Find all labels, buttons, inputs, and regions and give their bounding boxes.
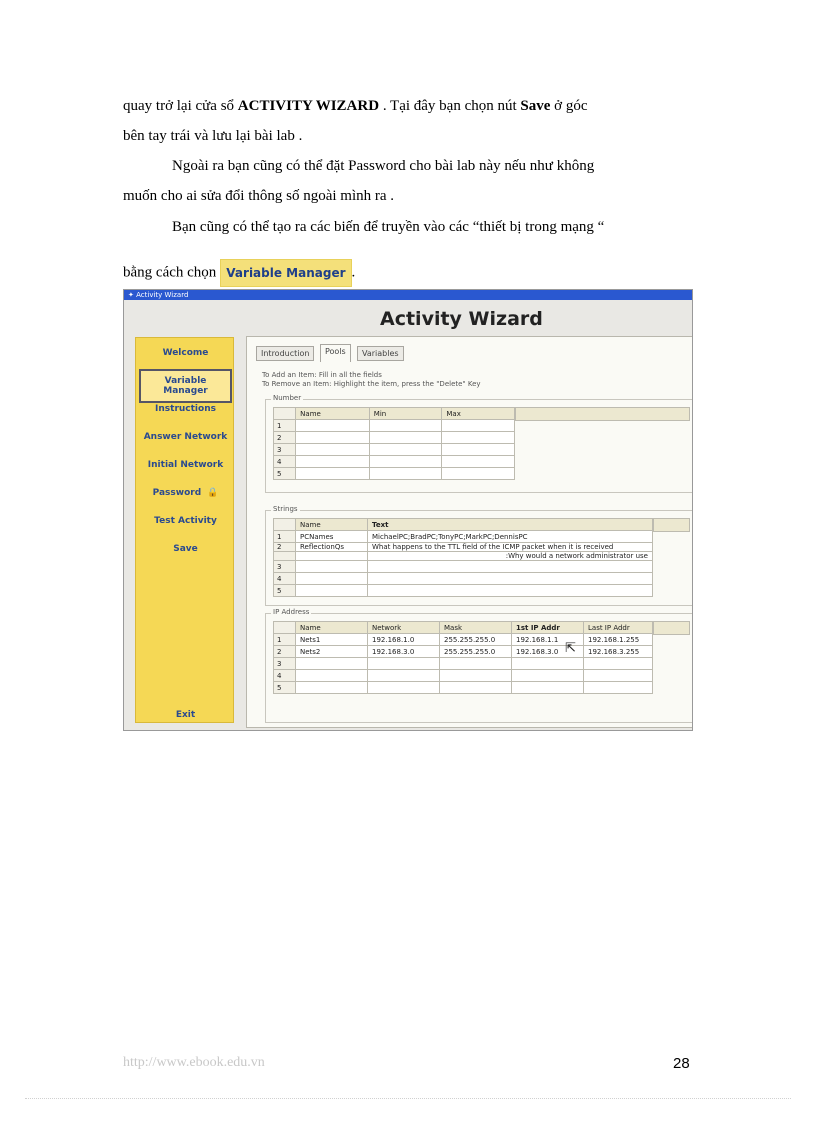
table-row[interactable]: [274, 543, 653, 552]
row-number: 3: [274, 444, 296, 456]
cell[interactable]: [369, 468, 442, 480]
window-titlebar: [124, 290, 692, 300]
table-row[interactable]: [274, 444, 515, 456]
column-header-name: Name: [296, 408, 370, 420]
sidebar-item-instructions[interactable]: Instructions: [155, 404, 216, 414]
cell-name[interactable]: Nets1: [296, 634, 368, 646]
cell-mask[interactable]: [440, 682, 512, 694]
mouse-cursor-icon: ⇱: [565, 641, 576, 656]
page-number: 28: [673, 1055, 690, 1072]
sidebar-item-welcome[interactable]: Welcome: [162, 348, 209, 358]
row-number: 2: [274, 646, 296, 658]
cell-name[interactable]: [296, 585, 368, 597]
instruction-remove: To Remove an Item: Highlight the item, press the "Delete" Key: [262, 380, 481, 388]
window-icon: ✦: [128, 291, 134, 299]
cell-last-ip[interactable]: 192.168.1.255: [584, 634, 653, 646]
number-table: [273, 407, 515, 480]
cell-text[interactable]: [368, 585, 653, 597]
sidebar: [135, 337, 234, 723]
row-number: 3: [274, 658, 296, 670]
number-header-extension: [515, 407, 690, 421]
column-header-last-ip: Last IP Addr: [584, 622, 653, 634]
tab-variables[interactable]: Variables: [357, 346, 404, 361]
app-title: Activity Wizard: [380, 308, 543, 330]
table-header-row: [274, 622, 653, 634]
cell-network[interactable]: 192.168.1.0: [368, 634, 440, 646]
ip-address-table: [273, 621, 653, 694]
row-number: [274, 552, 296, 561]
row-number: 4: [274, 573, 296, 585]
row-number-header: [274, 622, 296, 634]
save-term: Save: [520, 98, 551, 114]
table-row[interactable]: [274, 658, 653, 670]
text-fragment: bằng cách chọn: [123, 264, 217, 281]
table-row[interactable]: [274, 531, 653, 543]
row-number: 2: [274, 543, 296, 552]
tab-introduction[interactable]: Introduction: [256, 346, 314, 361]
cell-network[interactable]: 192.168.3.0: [368, 646, 440, 658]
column-header-name: Name: [296, 622, 368, 634]
text-fragment: ở góc: [550, 98, 588, 114]
table-row[interactable]: [274, 573, 653, 585]
row-number-header: [274, 519, 296, 531]
sidebar-item-password[interactable]: [136, 488, 235, 498]
footer-url: http://www.ebook.edu.vn: [123, 1055, 265, 1070]
column-header-min: Min: [369, 408, 442, 420]
paragraph-1-line-1: [123, 96, 693, 116]
cell[interactable]: [296, 468, 370, 480]
cell-name[interactable]: Nets2: [296, 646, 368, 658]
cell[interactable]: [442, 468, 515, 480]
cell[interactable]: [369, 456, 442, 468]
row-number: 5: [274, 682, 296, 694]
row-number: 4: [274, 456, 296, 468]
ip-address-group-label: IP Address: [273, 608, 310, 616]
cell-text[interactable]: [368, 573, 653, 585]
cell-text[interactable]: [368, 561, 653, 573]
paragraph-2-line-2: muốn cho ai sửa đổi thông số ngoài mình ra .: [123, 188, 395, 204]
sidebar-item-variable-manager[interactable]: Variable Manager: [139, 369, 232, 403]
lock-icon: 🔒: [207, 488, 219, 498]
paragraph-1-line-2: bên tay trái và lưu lại bài lab .: [123, 128, 303, 144]
sidebar-item-test-activity[interactable]: Test Activity: [154, 516, 217, 526]
row-number: 5: [274, 585, 296, 597]
row-number: 3: [274, 561, 296, 573]
cell[interactable]: [369, 432, 442, 444]
sidebar-item-exit[interactable]: Exit: [175, 710, 196, 720]
row-number: 4: [274, 670, 296, 682]
cell-last-ip[interactable]: [584, 658, 653, 670]
cell-first-ip[interactable]: [512, 682, 584, 694]
cell-text[interactable]: :Why would a network administrator use: [368, 552, 653, 561]
text-fragment: .: [351, 264, 356, 281]
table-header-row: [274, 408, 515, 420]
column-header-mask: Mask: [440, 622, 512, 634]
cell-name[interactable]: [296, 552, 368, 561]
cell[interactable]: [296, 420, 370, 432]
cell-name[interactable]: PCNames: [296, 531, 368, 543]
table-row[interactable]: [274, 561, 653, 573]
cell-first-ip[interactable]: 192.168.3.0: [512, 646, 584, 658]
table-row[interactable]: [274, 468, 515, 480]
activity-wizard-screenshot: [123, 289, 693, 731]
strings-table: [273, 518, 653, 597]
main-panel: [246, 336, 693, 728]
paragraph-4: [123, 259, 693, 287]
cell-text[interactable]: MichaelPC;BradPC;TonyPC;MarkPC;DennisPC: [368, 531, 653, 543]
row-number: 5: [274, 468, 296, 480]
cell[interactable]: [442, 456, 515, 468]
cell[interactable]: [442, 432, 515, 444]
cell[interactable]: [442, 444, 515, 456]
cell[interactable]: [442, 420, 515, 432]
table-row[interactable]: [274, 420, 515, 432]
cell-name[interactable]: [296, 658, 368, 670]
cell[interactable]: [369, 444, 442, 456]
sidebar-item-answer-network[interactable]: Answer Network: [143, 432, 228, 442]
row-number: 1: [274, 420, 296, 432]
cell-name[interactable]: ReflectionQs: [296, 543, 368, 552]
cell-first-ip[interactable]: [512, 670, 584, 682]
column-header-max: Max: [442, 408, 515, 420]
cell-first-ip[interactable]: 192.168.1.1: [512, 634, 584, 646]
column-header-name: Name: [296, 519, 368, 531]
column-header-network: Network: [368, 622, 440, 634]
column-header-first-ip: 1st IP Addr: [512, 622, 584, 634]
cell-first-ip[interactable]: [512, 658, 584, 670]
cell-last-ip[interactable]: 192.168.3.255: [584, 646, 653, 658]
table-row[interactable]: [274, 634, 653, 646]
paragraph-2-line-1: Ngoài ra bạn cũng có thể đặt Password cho bài lab này nếu như không: [172, 158, 595, 174]
tab-pools[interactable]: Pools: [320, 344, 351, 362]
cell-network[interactable]: [368, 682, 440, 694]
row-number: 2: [274, 432, 296, 444]
cell-name[interactable]: [296, 670, 368, 682]
number-group-label: Number: [273, 394, 302, 402]
table-row[interactable]: [274, 552, 653, 561]
cell-mask[interactable]: 255.255.255.0: [440, 646, 512, 658]
ip-header-extension: [653, 621, 690, 635]
cell-last-ip[interactable]: [584, 670, 653, 682]
cell-name[interactable]: [296, 561, 368, 573]
cell-name[interactable]: [296, 573, 368, 585]
table-row[interactable]: [274, 682, 653, 694]
table-row[interactable]: [274, 646, 653, 658]
cell[interactable]: [369, 420, 442, 432]
footer-divider: [25, 1098, 791, 1099]
text-fragment: quay trở lại cửa sổ: [123, 98, 238, 114]
activity-wizard-term: ACTIVITY WIZARD: [237, 98, 380, 114]
text-fragment: . Tại đây bạn chọn nút: [379, 98, 521, 114]
window-title: Activity Wizard: [136, 291, 189, 299]
cell-network[interactable]: [368, 670, 440, 682]
cell-network[interactable]: [368, 658, 440, 670]
cell-last-ip[interactable]: [584, 682, 653, 694]
table-row[interactable]: [274, 432, 515, 444]
cell-mask[interactable]: [440, 658, 512, 670]
row-number-header: [274, 408, 296, 420]
variable-manager-inline-button: Variable Manager: [220, 259, 351, 287]
sidebar-item-password-label: Password: [152, 488, 202, 498]
instruction-add: To Add an Item: Fill in all the fields: [262, 371, 382, 379]
column-header-text: Text: [368, 519, 653, 531]
table-header-row: [274, 519, 653, 531]
row-number: 1: [274, 634, 296, 646]
cell[interactable]: [296, 432, 370, 444]
cell-text[interactable]: What happens to the TTL field of the ICMP packet when it is received: [368, 543, 653, 552]
sidebar-item-initial-network[interactable]: Initial Network: [147, 460, 224, 470]
cell-mask[interactable]: 255.255.255.0: [440, 634, 512, 646]
row-number: 1: [274, 531, 296, 543]
cell-name[interactable]: [296, 682, 368, 694]
cell-mask[interactable]: [440, 670, 512, 682]
sidebar-item-save[interactable]: Save: [173, 544, 198, 554]
strings-header-extension: [653, 518, 690, 532]
strings-group-label: Strings: [273, 505, 298, 513]
table-row[interactable]: [274, 670, 653, 682]
paragraph-3-line-1: Bạn cũng có thể tạo ra các biến để truyền vào các “thiết bị trong mạng “: [172, 219, 605, 235]
table-row[interactable]: [274, 585, 653, 597]
cell[interactable]: [296, 456, 370, 468]
cell[interactable]: [296, 444, 370, 456]
table-row[interactable]: [274, 456, 515, 468]
